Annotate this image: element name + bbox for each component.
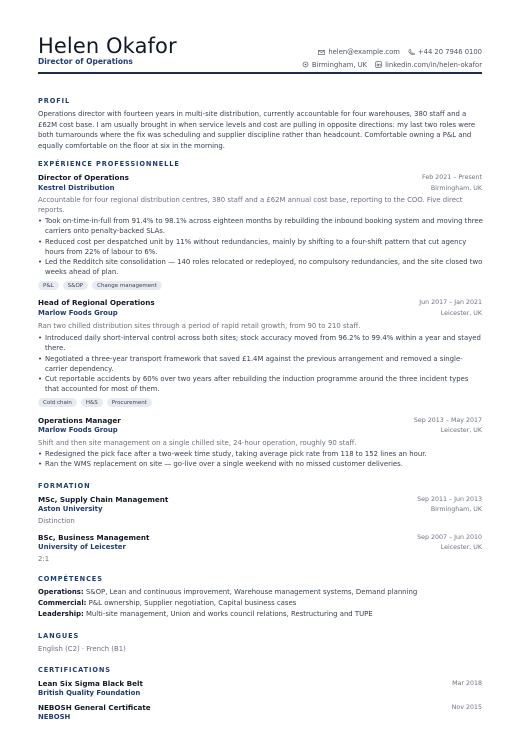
job-title: Director of Operations [38, 173, 129, 182]
school-name: University of Leicester [38, 543, 126, 551]
skill-tag: P&L [38, 281, 59, 290]
skill-label: Leadership: [38, 610, 84, 618]
job-dates: Feb 2021 – Present [422, 174, 482, 181]
job-bullets [38, 216, 484, 278]
location-text: Birmingham, UK [311, 60, 368, 69]
phone-icon [408, 49, 415, 56]
job-description: Ran two chilled distribution sites through a period of rapid retail growth, from 90 to 210 staff. [38, 322, 361, 330]
skill-value: S&OP, Lean and continuous improvement, Warehouse management systems, Demand planning [85, 588, 418, 596]
linkedin-text: linkedin.com/in/helen-okafor [385, 60, 482, 69]
email-text: helen@example.com [328, 48, 400, 56]
job-location: Leicester, UK [440, 427, 482, 434]
certifications-section-title: CERTIFICATIONS [38, 666, 111, 674]
job-description: Accountable for four regional distribution centres, 380 staff and a £62M annual cost base, reporting to the COO. Five direct reports. [38, 196, 463, 215]
job-tags [38, 281, 162, 290]
job-bullet: • Took on-time-in-full from 91.4% to 98.1% across eighteen months by rebuilding the inbound booking system and moving three carriers onto penalty-backed SLAs. [38, 216, 484, 237]
job-tags [38, 398, 152, 407]
job-bullet: • Reduced cost per despatched unit by 11% without redundancies, mainly by shifting to a four-shift pattern that cut agency hours from 22% of labour to 6%. [38, 237, 484, 258]
job-dates: Sep 2013 – May 2017 [413, 417, 482, 424]
contact-block [302, 46, 482, 71]
certification-issuer: British Quality Foundation [38, 689, 141, 697]
phone-contact[interactable] [408, 46, 482, 59]
education-location: Birmingham, UK [430, 506, 482, 513]
linkedin-icon [375, 61, 382, 68]
job-company: Kestrel Distribution [38, 184, 115, 192]
job-title: Head of Regional Operations [38, 298, 155, 307]
skills-section-title: COMPÉTENCES [38, 575, 103, 583]
skill-value: Multi-site management, Union and works council relations, Restructuring and TUPE [85, 610, 373, 618]
job-bullets [38, 333, 484, 395]
job-bullet: • Introduced daily short-interval control across both sites; stock accuracy moved from 96.2% to 99.4% within a year and stayed there. [38, 333, 484, 354]
candidate-name: Helen Okafor [38, 34, 177, 58]
education-location: Leicester, UK [440, 544, 482, 551]
degree-title: BSc, Business Management [38, 533, 150, 542]
location-pin-icon [302, 61, 309, 68]
skill-label: Commercial: [38, 599, 87, 607]
job-company: Marlow Foods Group [38, 309, 118, 317]
job-company: Marlow Foods Group [38, 426, 118, 434]
education-note: 2:1 [38, 555, 50, 563]
experience-section-title: EXPÉRIENCE PROFESSIONNELLE [38, 160, 180, 168]
job-location: Leicester, UK [440, 310, 482, 317]
job-location: Birmingham, UK [430, 185, 482, 192]
skill-row [38, 610, 373, 618]
linkedin-contact[interactable] [375, 59, 482, 72]
skill-tag: S&OP [63, 281, 88, 290]
skill-tag: Procurement [107, 398, 152, 407]
skill-value: P&L ownership, Supplier negotiation, Capital business cases [88, 599, 297, 607]
job-bullet: • Led the Redditch site consolidation — 140 roles relocated or redeployed, no compulsory redundancies, and the site closed two weeks ahead of plan. [38, 257, 484, 278]
email-contact[interactable] [318, 46, 400, 59]
job-bullet: • Cut reportable accidents by 60% over two years after rebuilding the induction programme around the three incident types that accounted for most of them. [38, 374, 484, 395]
degree-title: MSc, Supply Chain Management [38, 495, 169, 504]
job-bullet: • Negotiated a three-year transport framework that saved £1.4M against the previous arrangement and removed a single-carrier dependency. [38, 354, 484, 375]
profile-section-title: PROFIL [38, 97, 71, 105]
mail-icon [318, 49, 325, 56]
education-section-title: FORMATION [38, 482, 91, 490]
job-dates: Jun 2017 – Jan 2021 [419, 299, 482, 306]
education-note: Distinction [38, 517, 75, 525]
skill-tag: Cold chain [38, 398, 77, 407]
location-contact [302, 59, 367, 72]
certification-issuer: NEBOSH [38, 713, 71, 721]
education-dates: Sep 2007 – Jun 2010 [417, 534, 482, 541]
candidate-role: Director of Operations [38, 57, 133, 66]
education-dates: Sep 2011 – Jun 2013 [417, 496, 482, 503]
profile-text: Operations director with fourteen years in multi-site distribution, currently accountable for four warehouses, 380 staff and a £62M cost base. I am usually brought in when service levels and cost are pulling in opposite directions: my last two roles were both turnarounds where the fix was scheduling and supplier discipline rather than headcount. Comfortable owning a P&L and equally comfortable on the floor at six in the morning. [38, 110, 476, 150]
phone-text: +44 20 7946 0100 [417, 48, 482, 56]
skill-row [38, 599, 296, 607]
skill-tag: H&S [81, 398, 103, 407]
skill-row [38, 588, 417, 596]
job-title: Operations Manager [38, 416, 121, 425]
certification-name: NEBOSH General Certificate [38, 703, 151, 712]
job-bullets [38, 449, 484, 470]
header-divider [38, 72, 482, 74]
skill-label: Operations: [38, 588, 84, 596]
skill-tag: Change management [92, 281, 162, 290]
languages-text: English (C2) · French (B1) [38, 645, 126, 653]
languages-section-title: LANGUES [38, 632, 80, 640]
school-name: Aston University [38, 505, 103, 513]
job-bullet: • Ran the WMS replacement on site — go-live over a single weekend with no missed customer deliveries. [38, 459, 484, 469]
certification-date: Nov 2015 [451, 704, 482, 711]
certification-date: Mar 2018 [452, 680, 482, 687]
job-description: Shift and then site management on a single chilled site, 24-hour operation, roughly 90 staff. [38, 439, 357, 447]
certification-name: Lean Six Sigma Black Belt [38, 679, 143, 688]
job-bullet: • Redesigned the pick face after a two-week time study, taking average pick rate from 118 to 152 lines an hour. [38, 449, 484, 459]
